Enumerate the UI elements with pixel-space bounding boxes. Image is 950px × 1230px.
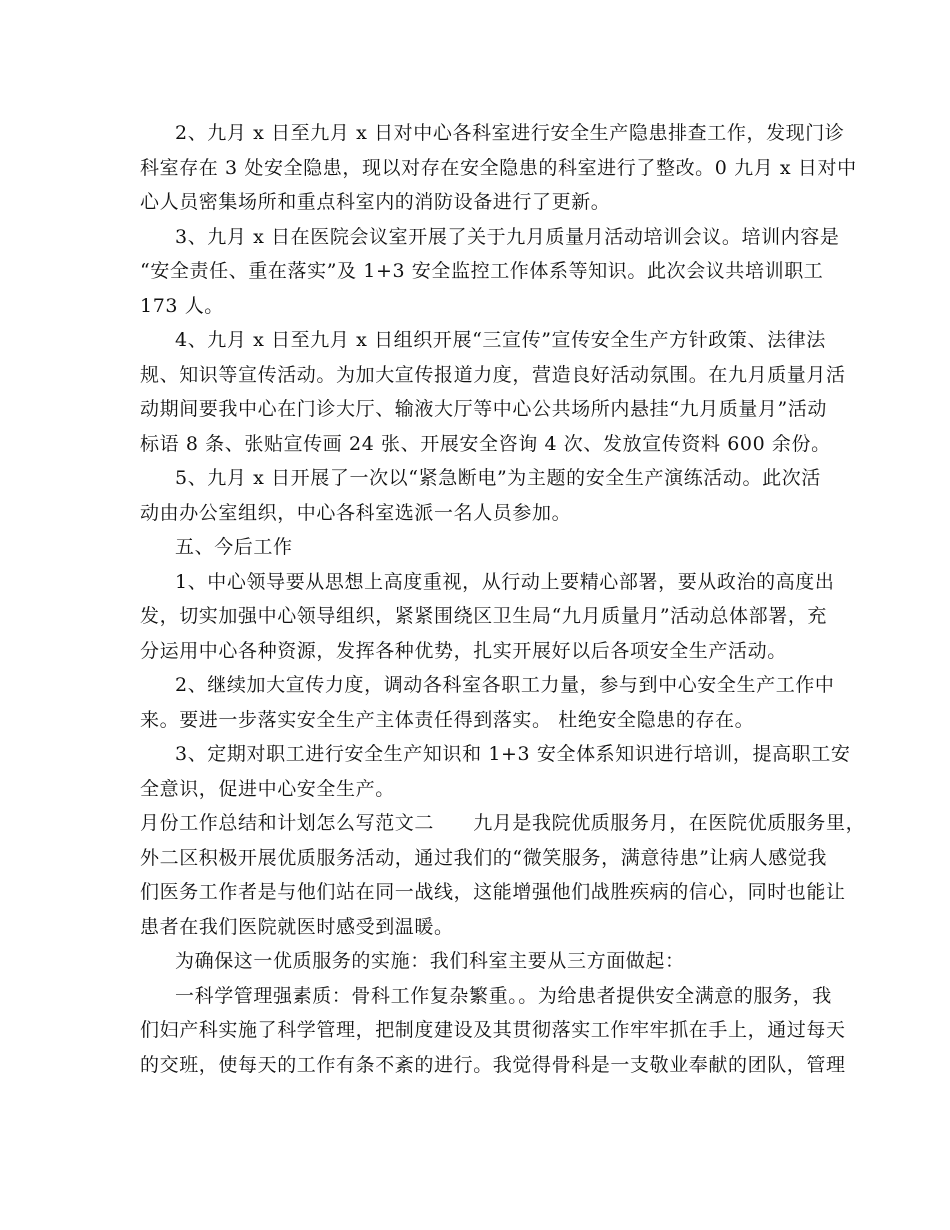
text-line: 外二区积极开展优质服务活动，通过我们的“微笑服务，满意待患”让病人感觉我 — [140, 846, 828, 869]
text-line: 3、定期对职工进行安全生产知识和 1+3 安全体系知识进行培训，提高职工安 — [175, 743, 851, 765]
text-line: 的交班，使每天的工作有条不紊的进行。我觉得骨科是一支敬业奉献的团队，管理 — [140, 1053, 846, 1076]
text-line: 4、九月 x 日至九月 x 日组织开展“三宣传”宣传安全生产方针政策、法律法 — [175, 329, 826, 351]
text-line: 规、知识等宣传活动。为加大宣传报道力度，营造良好活动氛围。在九月质量月活 — [140, 363, 846, 386]
text-line: 5、九月 x 日开展了一次以“紧急断电”为主题的安全生产演练活动。此次活 — [175, 467, 821, 489]
text-line: 3、九月 x 日在医院会议室开展了关于九月质量月活动培训会议。培训内容是 — [175, 225, 840, 248]
text-line: 动期间要我中心在门诊大厅、输液大厅等中心公共场所内悬挂“九月质量月”活动 — [140, 398, 828, 420]
text-line: 2、九月 x 日至九月 x 日对中心各科室进行安全生产隐患排查工作，发现门诊 — [175, 122, 845, 144]
text-line: 发，切实加强中心领导组织，紧紧围绕区卫生局“九月质量月”活动总体部署，充 — [140, 605, 828, 627]
text-line: 分运用中心各种资源，发挥各种优势，扎实开展好以后各项安全生产活动。 — [140, 639, 787, 662]
text-line: 们医务工作者是与他们站在同一战线，这能增强他们战胜疾病的信心，同时也能让 — [140, 881, 846, 903]
text-line: 心人员密集场所和重点科室内的消防设备进行了更新。 — [140, 191, 611, 213]
text-line: 为确保这一优质服务的实施：我们科室主要从三方面做起： — [175, 950, 685, 972]
document-page — [140, 116, 866, 1082]
text-line: 月份工作总结和计划怎么写范文二 九月是我院优质服务月，在医院优质服务里， — [140, 812, 866, 834]
text-line: 一科学管理强素质：骨科工作复杂繁重。。为给患者提供安全满意的服务，我 — [175, 984, 832, 1007]
text-line: 五、今后工作 — [175, 536, 293, 558]
text-line: 科室存在 3 处安全隐患，现以对存在安全隐患的科室进行了整改。0 九月 x 日对中 — [140, 156, 857, 179]
text-line: 标语 8 条、张贴宣传画 24 张、开展安全咨询 4 次、发放宣传资料 600 余份。 — [140, 432, 831, 455]
text-line: 动由办公室组织，中心各科室选派一名人员参加。 — [140, 501, 572, 524]
text-line: 来。要进一步落实安全生产主体责任得到落实。 杜绝安全隐患的存在。 — [140, 708, 755, 731]
text-line: “安全责任、重在落实”及 1+3 安全监控工作体系等知识。此次会议共培训职工 — [140, 260, 824, 282]
text-line: 173 人。 — [140, 294, 224, 317]
text-line: 1、中心领导要从思想上高度重视，从行动上要精心部署，要从政治的高度出 — [175, 570, 835, 593]
text-line: 全意识，促进中心安全生产。 — [140, 777, 395, 800]
text-line: 2、继续加大宣传力度，调动各科室各职工力量，参与到中心安全生产工作中 — [175, 674, 835, 696]
text-line: 患者在我们医院就医时感受到温暖。 — [140, 915, 454, 938]
text-line: 们妇产科实施了科学管理，把制度建设及其贯彻落实工作牢牢抓在手上，通过每天 — [140, 1019, 846, 1041]
